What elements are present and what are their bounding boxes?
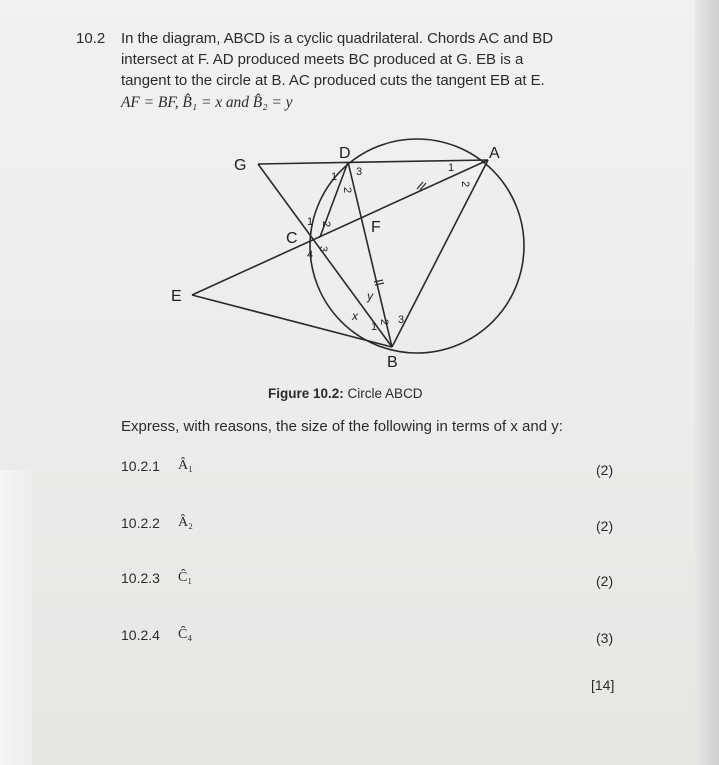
point-label-a: A bbox=[489, 145, 500, 162]
chord-ab bbox=[392, 160, 488, 347]
question-text-line-3: tangent to the circle at B. AC produced cuts the tangent EB at E. bbox=[121, 72, 545, 89]
subquestion-number: 10.2.2 bbox=[121, 515, 160, 531]
page-edge-shadow bbox=[695, 0, 719, 765]
angle-b2: 2 bbox=[378, 319, 390, 326]
angle-a1: 1 bbox=[448, 162, 455, 174]
angle-c3: 3 bbox=[317, 246, 329, 253]
subquestion-marks: (3) bbox=[596, 630, 614, 646]
cyclic-quadrilateral-diagram bbox=[160, 138, 540, 378]
tangent-eb bbox=[192, 295, 392, 347]
point-label-f: F bbox=[371, 219, 381, 236]
angle-c1: 1 bbox=[307, 216, 314, 228]
question-text-line-2: intersect at F. AD produced meets BC produced at G. EB is a bbox=[121, 51, 524, 68]
angle-a2: 2 bbox=[459, 181, 471, 188]
subquestion-angle: Ĉ₄ bbox=[178, 627, 193, 642]
subquestion-marks: (2) bbox=[596, 518, 614, 534]
angle-d2: 2 bbox=[341, 187, 353, 194]
angle-b3: 3 bbox=[398, 314, 405, 326]
subquestion-marks: (2) bbox=[596, 573, 614, 589]
question-total-marks: [14] bbox=[591, 677, 615, 693]
point-label-c: C bbox=[286, 230, 298, 247]
angle-c2: 2 bbox=[320, 221, 332, 228]
subquestion-angle: Ĉ₁ bbox=[178, 570, 193, 585]
page-glare bbox=[0, 470, 32, 765]
instruction-text: Express, with reasons, the size of the following in terms of x and y: bbox=[121, 418, 563, 435]
angle-y-label: y bbox=[367, 289, 373, 303]
subquestion-marks: (2) bbox=[596, 462, 614, 478]
angle-c4: 4 bbox=[307, 249, 314, 261]
figure-caption: Figure 10.2: Circle ABCD bbox=[268, 386, 423, 401]
point-label-e: E bbox=[171, 288, 182, 305]
question-text-line-1: In the diagram, ABCD is a cyclic quadrilateral. Chords AC and BD bbox=[121, 30, 553, 47]
subquestion-number: 10.2.3 bbox=[121, 570, 160, 586]
subquestion-number: 10.2.1 bbox=[121, 458, 160, 474]
angle-d1: 1 bbox=[331, 171, 338, 183]
point-label-g: G bbox=[234, 157, 247, 174]
question-number: 10.2 bbox=[76, 30, 106, 47]
subquestion-number: 10.2.4 bbox=[121, 627, 160, 643]
point-label-d: D bbox=[339, 145, 351, 162]
subquestion-angle: Â₂ bbox=[178, 515, 193, 530]
subquestion-angle: Â₁ bbox=[178, 458, 193, 473]
point-label-b: B bbox=[387, 354, 398, 371]
circle-abcd bbox=[310, 139, 524, 353]
angle-d3: 3 bbox=[356, 166, 363, 178]
angle-b1: 1 bbox=[371, 321, 378, 333]
angle-x-label: x bbox=[352, 309, 358, 323]
question-given-values: AF = BF, B̂₁ = x and B̂₂ = y bbox=[121, 94, 293, 111]
